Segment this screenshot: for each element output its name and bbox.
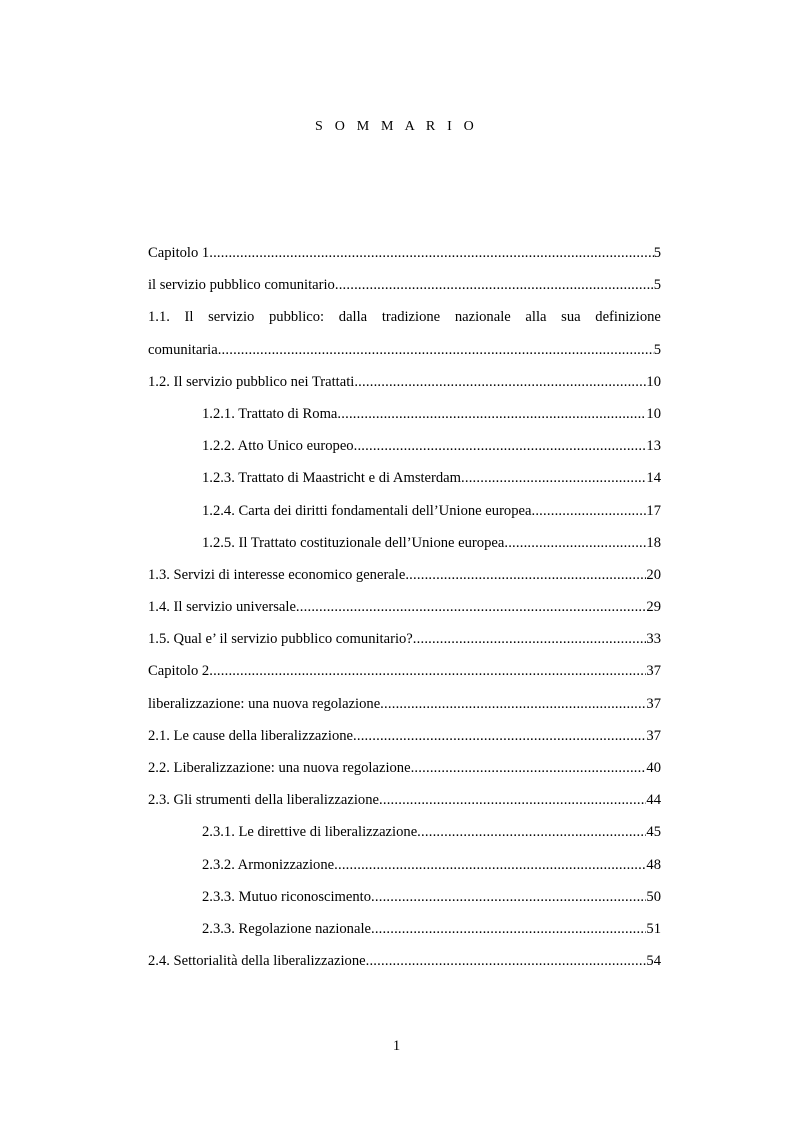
toc-entry-label-line1 <box>148 301 661 333</box>
toc-entry-2-4[interactable] <box>148 945 661 977</box>
toc-entry-page: 37 <box>646 727 661 744</box>
dot-leader <box>371 881 646 913</box>
toc-entry-1-2[interactable] <box>148 366 661 398</box>
toc-entry-2-3-3[interactable] <box>148 881 661 913</box>
toc-entry-page: 14 <box>646 470 661 487</box>
toc-entry-page: 17 <box>646 502 661 519</box>
toc-entry-2-3[interactable] <box>148 784 661 816</box>
toc-entry-chapter-1[interactable] <box>148 237 661 269</box>
toc-entry-label: 1.2.2. Atto Unico europeo <box>202 438 354 455</box>
page-number: 1 <box>392 1038 401 1054</box>
toc-entry-page: 5 <box>653 341 661 358</box>
toc-entry-page: 54 <box>646 953 661 970</box>
dot-leader <box>296 591 646 623</box>
toc-entry-label: 1.2.5. Il Trattato costituzionale dell’Unione europea <box>202 534 505 551</box>
toc-entry-page: 45 <box>646 824 661 841</box>
dot-leader <box>353 720 646 752</box>
toc-entry-label: 2.3.3. Mutuo riconoscimento <box>202 888 372 905</box>
toc-entry-label: il servizio pubblico comunitario <box>148 277 335 294</box>
toc-entry-2-2[interactable] <box>148 752 661 784</box>
toc-entry-page: 44 <box>646 792 661 809</box>
dot-leader <box>531 495 646 527</box>
dot-leader <box>411 752 647 784</box>
dot-leader <box>337 398 646 430</box>
toc-entry-page: 29 <box>646 599 661 616</box>
dot-leader <box>413 623 647 655</box>
toc-entry-chapter-2[interactable] <box>148 655 661 687</box>
dot-leader <box>417 816 646 848</box>
dot-leader <box>334 849 646 881</box>
toc-entry-1-2-1[interactable] <box>148 398 661 430</box>
toc-entry-page: 37 <box>646 663 661 680</box>
toc-entry-label: comunitaria <box>148 341 218 358</box>
toc-entry-page: 13 <box>646 438 661 455</box>
toc-entry-page: 10 <box>646 373 661 390</box>
dot-leader <box>379 784 646 816</box>
toc-entry-label: 1.3. Servizi di interesse economico generale <box>148 566 406 583</box>
toc-entry-1-2-4[interactable] <box>148 495 661 527</box>
word: pubblico: <box>268 309 325 326</box>
word: sua <box>561 309 581 326</box>
toc-entry-page: 48 <box>646 856 661 873</box>
toc-entry-page: 51 <box>646 920 661 937</box>
word: nazionale <box>454 309 511 326</box>
dot-leader <box>380 688 646 720</box>
toc-entry-label: 2.2. Liberalizzazione: una nuova regolazione <box>148 760 411 776</box>
toc-entry-page: 50 <box>646 888 661 905</box>
toc-entry-2-3-1[interactable] <box>148 816 661 848</box>
dot-leader <box>366 945 647 977</box>
dot-leader <box>354 430 647 462</box>
toc-entry-1-5[interactable] <box>148 623 661 655</box>
toc-entry-label: 2.4. Settorialità della liberalizzazione <box>148 953 366 970</box>
toc-entry-1-3[interactable] <box>148 559 661 591</box>
toc-entry-label: 1.2.4. Carta dei diritti fondamentali dell’Unione europea <box>202 502 532 519</box>
toc-entry-page: 10 <box>646 405 661 422</box>
dot-leader <box>354 366 646 398</box>
word: servizio <box>208 309 255 326</box>
dot-leader <box>335 269 654 301</box>
word: alla <box>525 309 547 326</box>
toc-entry-label: 1.5. Qual e’ il servizio pubblico comunitario? <box>148 631 413 648</box>
toc-entry-label: 2.3.1. Le direttive di liberalizzazione <box>202 824 418 841</box>
toc-entry-label: liberalizzazione: una nuova regolazione <box>148 695 381 712</box>
toc-entry-page: 5 <box>653 245 661 261</box>
toc-entry-label: 2.3.3. Regolazione nazionale <box>202 920 371 937</box>
dot-leader <box>405 559 646 591</box>
toc-entry-page: 5 <box>653 277 661 294</box>
toc-entry-2-1[interactable] <box>148 720 661 752</box>
word: 1.1. <box>148 309 170 326</box>
word: definizione <box>595 309 661 326</box>
toc-entry-label: Capitolo 1 <box>148 245 210 261</box>
toc-entry-label: 1.2.1. Trattato di Roma <box>202 405 338 422</box>
dot-leader <box>504 527 646 559</box>
toc-entry-2-3-3b[interactable] <box>148 913 661 945</box>
toc-entry-2-3-2[interactable] <box>148 849 661 881</box>
table-of-contents <box>148 237 661 977</box>
toc-entry-chapter-1-title[interactable] <box>148 269 661 301</box>
word: Il <box>184 309 194 326</box>
word: dalla <box>338 309 368 326</box>
toc-entry-1-4[interactable] <box>148 591 661 623</box>
toc-entry-chapter-2-title[interactable] <box>148 688 661 720</box>
toc-entry-label: 2.3.2. Armonizzazione <box>202 856 335 873</box>
toc-entry-1-2-3[interactable] <box>148 462 661 494</box>
toc-entry-page: 20 <box>646 566 661 583</box>
dot-leader <box>461 462 646 494</box>
toc-entry-label: 2.1. Le cause della liberalizzazione <box>148 727 354 744</box>
dot-leader <box>218 334 654 366</box>
toc-entry-1-1[interactable] <box>148 301 661 365</box>
toc-entry-1-2-5[interactable] <box>148 527 661 559</box>
toc-entry-label: 2.3. Gli strumenti della liberalizzazione <box>148 792 379 809</box>
toc-entry-page: 18 <box>646 534 661 551</box>
dot-leader <box>209 237 653 269</box>
toc-entry-label: 1.2. Il servizio pubblico nei Trattati <box>148 373 355 390</box>
toc-entry-label: Capitolo 2 <box>148 663 210 680</box>
dot-leader <box>371 913 646 945</box>
toc-entry-page: 33 <box>646 631 661 648</box>
toc-entry-page: 40 <box>646 760 661 776</box>
dot-leader <box>209 655 646 687</box>
toc-entry-1-2-2[interactable] <box>148 430 661 462</box>
toc-entry-label: 1.4. Il servizio universale <box>148 599 296 616</box>
page-title: S O M M A R I O <box>315 119 478 134</box>
toc-entry-page: 37 <box>646 695 661 712</box>
toc-entry-label: 1.2.3. Trattato di Maastricht e di Amsterdam <box>202 470 462 487</box>
word: tradizione <box>381 309 441 326</box>
